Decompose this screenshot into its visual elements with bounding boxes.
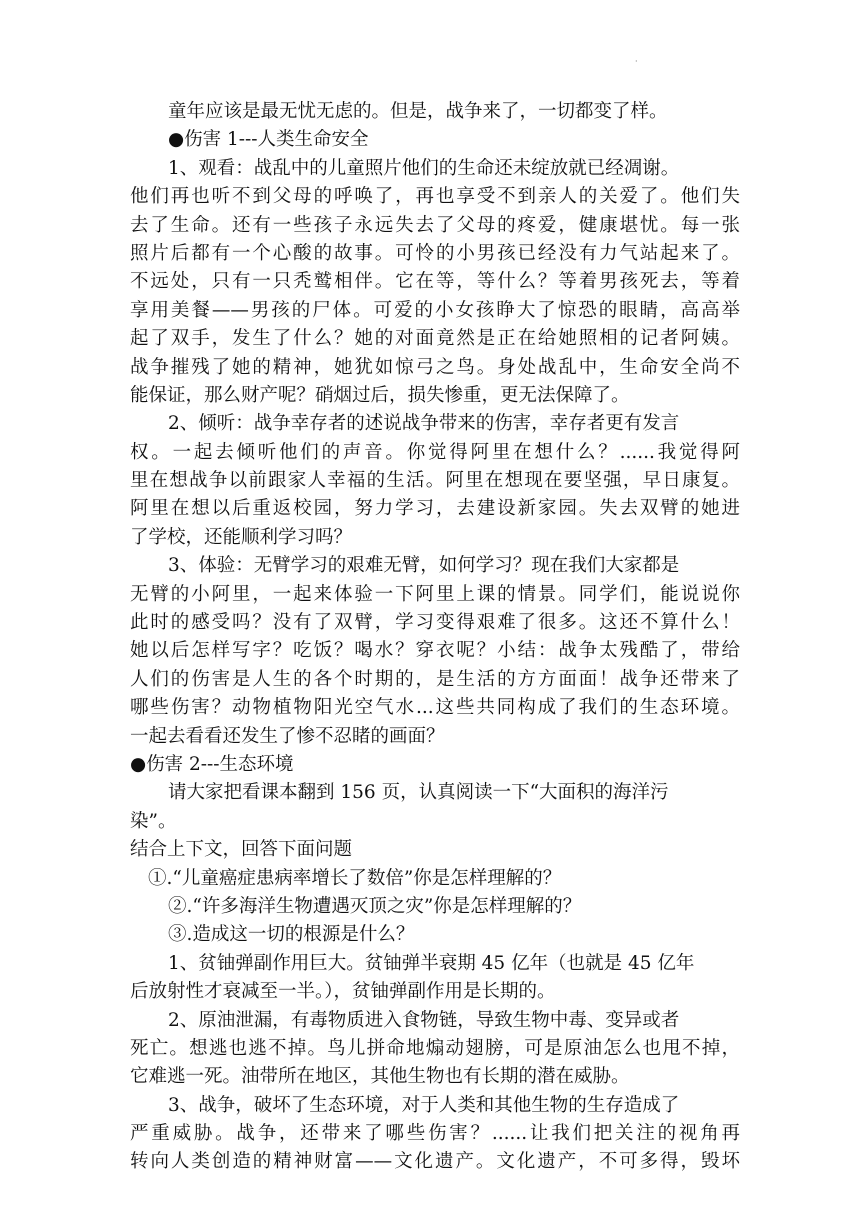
paragraph-line: 童年应该是最无忧无虑的。但是，战争来了，一切都变了样。 [168, 101, 668, 122]
paragraph-line: 1、观看：战乱中的儿童照片他们的生命还未绽放就已经凋谢。 [168, 157, 680, 179]
paragraph-line: 3、体验：无臂学习的艰难无臂，如何学习？现在我们大家都是 [168, 555, 680, 577]
paragraph-line: 后放射性才衰减至一半。），贫铀弹副作用是长期的。 [130, 981, 556, 1003]
paragraph-line: 能保证，那么财产呢？硝烟过后，损失惨重，更无法保障了。 [130, 384, 630, 406]
paragraph-line: 3、战争，破坏了生态环境，对于人类和其他生物的生存造成了 [168, 1094, 680, 1116]
paragraph-line: 起了双手，发生了什么？她的对面竟然是正在给她照相的记者阿姨。 [130, 328, 740, 350]
paragraph-line: 一起去看看还发生了惨不忍睹的画面？ [130, 725, 445, 747]
paragraph-line: 1、贫铀弹副作用巨大。贫铀弹半衰期 45 亿年（也就是 45 亿年 [168, 952, 695, 974]
paragraph-line: 哪些伤害？动物植物阳光空气水...这些共同构成了我们的生态环境。 [130, 697, 740, 719]
paragraph-line: 死亡。想逃也逃不掉。鸟儿拼命地煽动翅膀，可是原油怎么也甩不掉， [130, 1037, 740, 1059]
page-mark: · [635, 57, 638, 66]
section-heading: ●伤害 2---生态环境 [130, 753, 294, 775]
paragraph-line: 2、原油泄漏，有毒物质进入食物链，导致生物中毒、变异或者 [168, 1009, 680, 1031]
question-item: ①.“儿童癌症患病率增长了数倍”你是怎样理解的？ [148, 867, 562, 889]
paragraph-line: 无臂的小阿里，一起来体验一下阿里上课的情景。同学们，能说说你 [130, 583, 740, 605]
paragraph-line: 去了生命。还有一些孩子永远失去了父母的疼爱，健康堪忧。每一张 [130, 214, 740, 236]
question-item: ③.造成这一切的根源是什么？ [168, 924, 415, 946]
paragraph-line: 它难逃一死。油带所在地区，其他生物也有长期的潜在威胁。 [130, 1066, 630, 1088]
paragraph-line: 染”。 [130, 810, 177, 832]
paragraph-line: 严重威胁。战争，还带来了哪些伤害？......让我们把关注的视角再 [130, 1123, 740, 1145]
paragraph-line: 人们的伤害是人生的各个时期的，是生活的方方面面！战争还带来了 [130, 668, 740, 690]
document-body [130, 98, 740, 1177]
question-item: ②.“许多海洋生物遭遇灭顶之灾”你是怎样理解的？ [168, 895, 582, 917]
paragraph-line: 战争摧残了她的精神，她犹如惊弓之鸟。身处战乱中，生命安全尚不 [130, 356, 740, 378]
paragraph-line: 阿里在想以后重返校园，努力学习，去建设新家园。失去双臂的她进 [130, 498, 740, 520]
paragraph-line: 里在想战争以前跟家人幸福的生活。阿里在想现在要坚强，早日康复。 [130, 470, 740, 492]
paragraph-line: 她以后怎样写字？吃饭？喝水？穿衣呢？小结：战争太残酷了，带给 [130, 640, 740, 662]
paragraph-line: 享用美餐——男孩的尸体。可爱的小女孩睁大了惊恐的眼睛，高高举 [130, 299, 740, 321]
paragraph-line: 照片后都有一个心酸的故事。可怜的小男孩已经没有力气站起来了。 [130, 242, 740, 264]
paragraph-line: 他们再也听不到父母的呼唤了，再也享受不到亲人的关爱了。他们失 [130, 186, 740, 208]
section-heading: ●伤害 1---人类生命安全 [168, 129, 369, 151]
paragraph-line: 此时的感受吗？没有了双臂，学习变得艰难了很多。这还不算什么！ [130, 612, 740, 634]
paragraph-line: 不远处，只有一只秃鹫相伴。它在等，等什么？等着男孩死去，等着 [130, 271, 740, 293]
paragraph-line: 了学校，还能顺利学习吗？ [130, 526, 353, 548]
paragraph-line: 转向人类创造的精神财富——文化遗产。文化遗产，不可多得，毁坏 [130, 1151, 740, 1173]
paragraph-line: 权。一起去倾听他们的声音。你觉得阿里在想什么？......我觉得阿 [130, 441, 740, 463]
paragraph-line: 结合上下文，回答下面问题 [130, 839, 353, 861]
paragraph-line: 请大家把看课本翻到 156 页，认真阅读一下“大面积的海洋污 [168, 782, 669, 804]
paragraph-line: 2、倾听：战争幸存者的述说战争带来的伤害，幸存者更有发言 [168, 413, 680, 435]
